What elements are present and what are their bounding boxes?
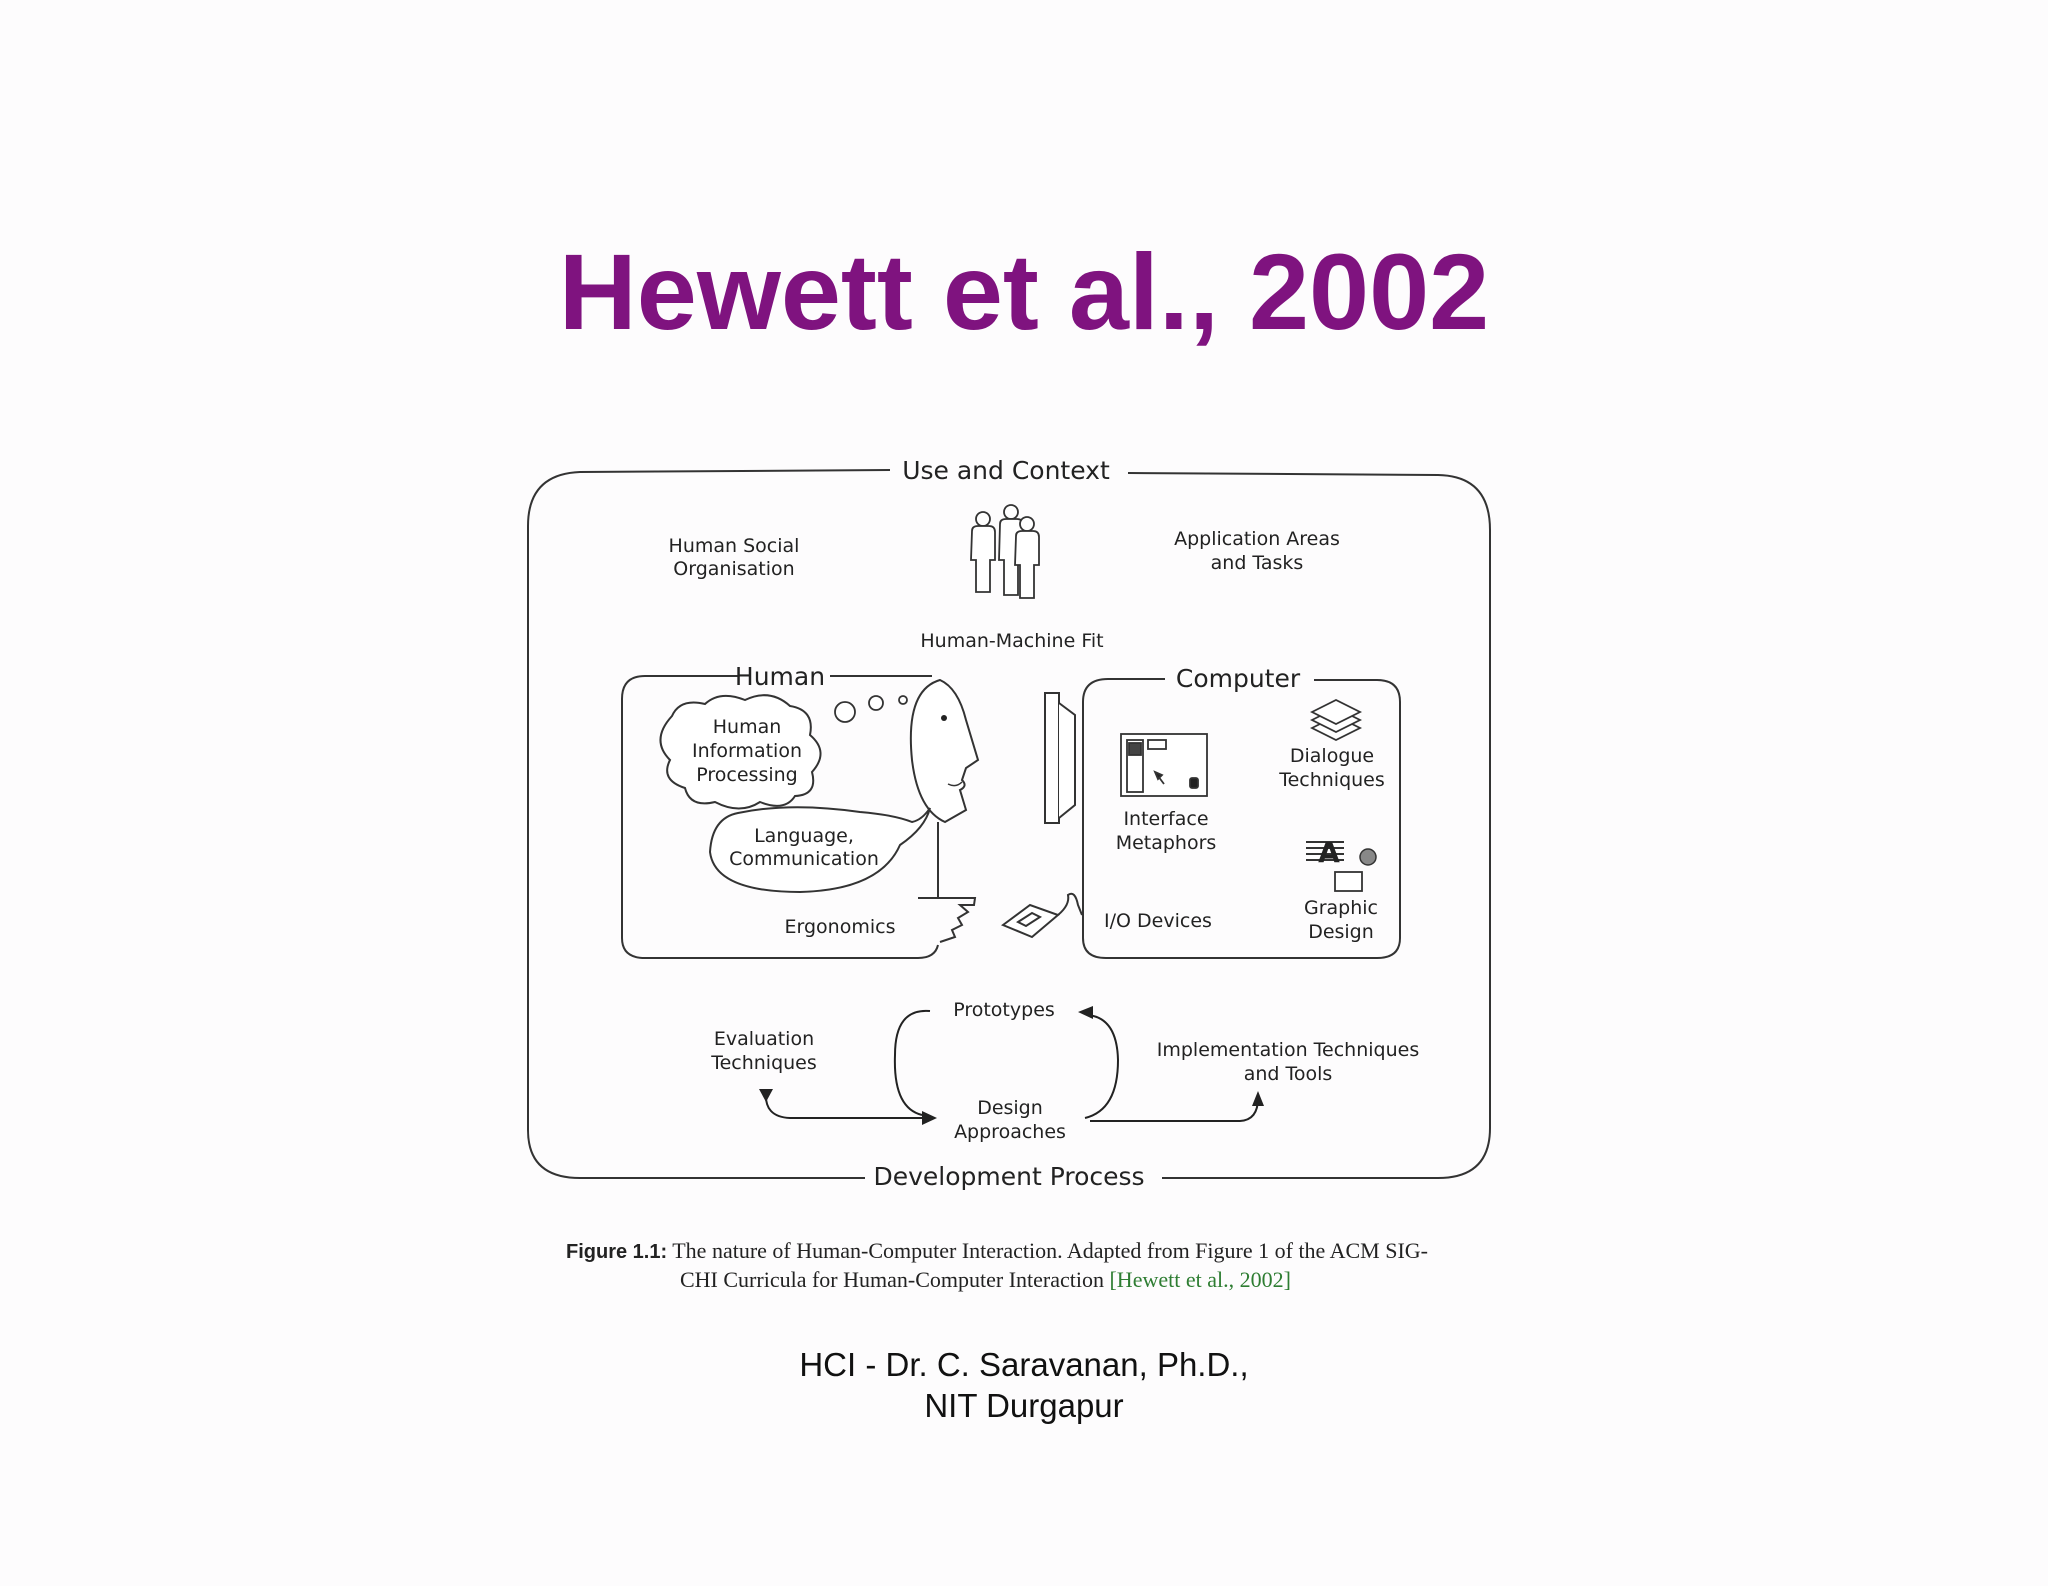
caption-text-1: The nature of Human-Computer Interaction. Adapted from Figure 1 of the ACM SIG- [667, 1238, 1429, 1263]
prototypes-label: Prototypes [953, 999, 1055, 1021]
human-box-label: Human [734, 662, 826, 691]
human-info-label-3: Processing [696, 764, 798, 786]
design-label-1: Design [977, 1097, 1043, 1119]
dialogue-label-2: Techniques [1279, 769, 1385, 791]
slide-footer [0, 1344, 2048, 1426]
development-process-label: Development Process [873, 1162, 1145, 1191]
implementation-label-2: and Tools [1243, 1063, 1333, 1085]
footer-line-1: HCI - Dr. C. Saravanan, Ph.D., [799, 1346, 1249, 1383]
human-info-label-1: Human [712, 716, 782, 738]
evaluation-label-1: Evaluation [713, 1028, 815, 1050]
evaluation-label-2: Techniques [711, 1052, 817, 1074]
design-label-2: Approaches [954, 1121, 1066, 1143]
figure-caption [566, 1237, 1466, 1293]
interface-label-2: Metaphors [1115, 832, 1217, 854]
human-machine-fit-label: Human-Machine Fit [920, 630, 1104, 652]
graphic-label-2: Design [1308, 921, 1374, 943]
people-icon [971, 505, 1039, 598]
app-areas-label-2: and Tasks [1210, 552, 1304, 574]
graphic-design-icon [1306, 836, 1376, 891]
thought-bubble-small [899, 696, 907, 704]
dialogue-stack-icon [1312, 700, 1360, 740]
thought-bubble-large [835, 702, 855, 722]
graphic-glyph: A [1318, 836, 1340, 869]
graphic-label-1: Graphic [1303, 897, 1379, 919]
human-info-label-2: Information [692, 740, 802, 762]
caption-line-2 [566, 1266, 1466, 1293]
io-devices-label: I/O Devices [1104, 910, 1212, 932]
dialogue-label-1: Dialogue [1289, 745, 1375, 767]
thought-bubble-medium [869, 696, 883, 710]
app-areas-label-1: Application Areas [1174, 528, 1340, 550]
ergonomics-label: Ergonomics [784, 916, 896, 938]
caption-text-2: CHI Curricula for Human-Computer Interaction [680, 1267, 1110, 1292]
interface-screen-icon [1121, 734, 1207, 796]
monitor-icon [1045, 693, 1075, 823]
head-profile [911, 680, 978, 822]
caption-label: Figure 1.1: [566, 1241, 668, 1263]
language-label-1: Language, [754, 825, 854, 847]
mouse-icon [1003, 894, 1082, 937]
implementation-label-1: Implementation Techniques [1156, 1039, 1420, 1061]
language-label-2: Communication [729, 848, 879, 870]
use-context-label: Use and Context [902, 456, 1110, 485]
slide-title: Hewett et al., 2002 [558, 231, 1490, 352]
computer-box-label: Computer [1175, 664, 1301, 693]
arm-line [918, 822, 938, 898]
caption-citation: [Hewett et al., 2002] [1109, 1267, 1291, 1292]
human-social-label-1: Human Social [668, 535, 800, 557]
caption-line-1 [566, 1237, 1466, 1266]
hand-icon [938, 898, 975, 942]
human-social-label-2: Organisation [673, 558, 795, 580]
interface-label-1: Interface [1123, 808, 1209, 830]
eye-dot [941, 715, 947, 721]
footer-line-2: NIT Durgapur [924, 1387, 1124, 1424]
